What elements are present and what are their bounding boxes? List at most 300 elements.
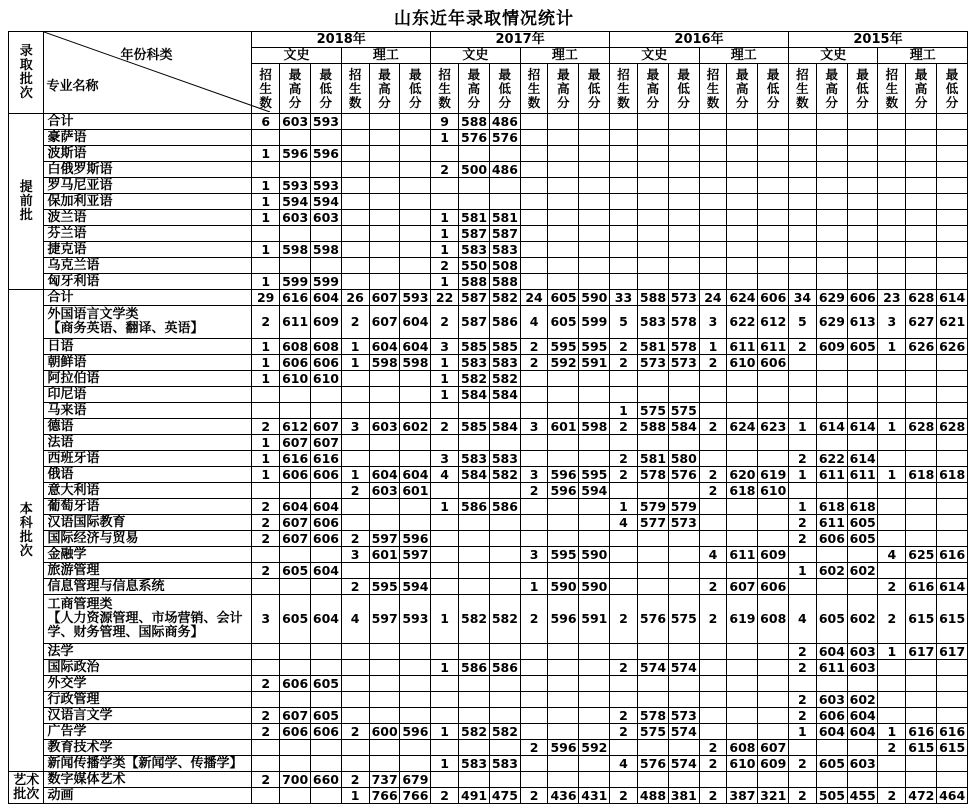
min-score-cell: 604 — [310, 595, 341, 644]
min-score-cell — [937, 371, 968, 387]
max-score-cell: 595 — [548, 547, 579, 563]
min-score-cell — [579, 178, 610, 194]
major-name: 西班牙语 — [44, 451, 252, 467]
min-score-cell — [310, 387, 341, 403]
min-score-cell: 582 — [489, 595, 520, 644]
count-cell — [341, 226, 369, 242]
max-score-cell: 700 — [280, 772, 311, 788]
min-score-cell — [489, 531, 520, 547]
min-score-cell: 321 — [758, 788, 789, 804]
count-cell: 5 — [610, 306, 638, 339]
max-score-cell — [727, 162, 758, 178]
count-cell — [610, 242, 638, 258]
min-score-cell — [758, 692, 789, 708]
max-score-cell: 608 — [280, 339, 311, 355]
count-cell — [788, 772, 816, 788]
max-score-cell — [280, 483, 311, 499]
min-score-cell — [579, 258, 610, 274]
count-cell — [341, 756, 369, 772]
max-score-cell — [816, 403, 847, 419]
max-score-cell: 604 — [369, 467, 400, 483]
max-score-cell — [369, 403, 400, 419]
count-cell: 1 — [788, 419, 816, 435]
max-score-cell: 610 — [727, 756, 758, 772]
min-score-cell — [400, 435, 431, 451]
count-cell: 2 — [610, 355, 638, 371]
count-cell — [520, 499, 548, 515]
max-score-cell — [459, 579, 490, 595]
min-score-cell — [400, 242, 431, 258]
max-score-cell: 583 — [459, 355, 490, 371]
count-cell — [878, 660, 906, 676]
count-cell: 1 — [252, 339, 280, 355]
max-score-cell — [727, 435, 758, 451]
count-cell: 3 — [878, 306, 906, 339]
count-cell: 2 — [252, 531, 280, 547]
max-score-cell — [637, 210, 668, 226]
min-score-cell — [579, 531, 610, 547]
min-score-cell — [400, 162, 431, 178]
count-cell — [699, 660, 727, 676]
max-score-cell: 590 — [548, 579, 579, 595]
min-score-cell: 595 — [579, 339, 610, 355]
count-cell — [878, 483, 906, 499]
count-cell: 3 — [699, 306, 727, 339]
min-score-cell: 606 — [758, 579, 789, 595]
max-score-cell: 612 — [280, 419, 311, 435]
count-cell — [610, 579, 638, 595]
max-score-cell: 598 — [369, 355, 400, 371]
metric-header: 最 低 分 — [400, 64, 431, 114]
min-score-cell — [400, 756, 431, 772]
min-score-cell — [937, 387, 968, 403]
metric-header: 最 低 分 — [310, 64, 341, 114]
max-score-cell: 575 — [637, 403, 668, 419]
max-score-cell — [816, 387, 847, 403]
max-score-cell: 617 — [906, 644, 937, 660]
min-score-cell — [847, 210, 878, 226]
min-score-cell: 609 — [310, 306, 341, 339]
table-row — [9, 483, 968, 499]
max-score-cell — [816, 772, 847, 788]
count-cell: 2 — [520, 483, 548, 499]
table-row — [9, 772, 968, 788]
min-score-cell — [489, 772, 520, 788]
count-cell — [520, 194, 548, 210]
count-cell — [252, 387, 280, 403]
metric-header: 招 生 数 — [699, 64, 727, 114]
max-score-cell: 583 — [459, 242, 490, 258]
count-cell: 3 — [431, 451, 459, 467]
metric-header: 最 低 分 — [758, 64, 789, 114]
count-cell — [788, 130, 816, 146]
max-score-cell — [369, 563, 400, 579]
min-score-cell — [937, 130, 968, 146]
count-cell: 1 — [252, 451, 280, 467]
max-score-cell: 596 — [548, 483, 579, 499]
max-score-cell — [637, 579, 668, 595]
min-score-cell — [668, 563, 699, 579]
max-score-cell: 603 — [369, 483, 400, 499]
max-score-cell — [280, 756, 311, 772]
min-score-cell: 626 — [937, 339, 968, 355]
max-score-cell — [816, 210, 847, 226]
major-name: 金融学 — [44, 547, 252, 563]
max-score-cell: 583 — [637, 306, 668, 339]
max-score-cell — [727, 194, 758, 210]
max-score-cell — [369, 435, 400, 451]
max-score-cell: 611 — [727, 547, 758, 563]
min-score-cell: 586 — [489, 499, 520, 515]
count-cell — [699, 274, 727, 290]
count-cell — [878, 162, 906, 178]
count-cell — [520, 644, 548, 660]
max-score-cell — [369, 242, 400, 258]
max-score-cell: 587 — [459, 226, 490, 242]
count-cell — [699, 531, 727, 547]
count-cell — [878, 772, 906, 788]
batch-cell: 艺术 批次 — [9, 772, 44, 804]
max-score-cell — [727, 563, 758, 579]
count-cell — [341, 515, 369, 531]
table-row — [9, 499, 968, 515]
major-name: 匈牙利语 — [44, 274, 252, 290]
min-score-cell: 581 — [489, 210, 520, 226]
count-cell: 2 — [610, 660, 638, 676]
count-cell — [699, 226, 727, 242]
count-cell: 4 — [431, 467, 459, 483]
count-cell — [252, 258, 280, 274]
min-score-cell: 508 — [489, 258, 520, 274]
min-score-cell: 605 — [847, 531, 878, 547]
count-cell — [878, 114, 906, 130]
count-cell: 2 — [610, 339, 638, 355]
table-row — [9, 724, 968, 740]
max-score-cell: 592 — [548, 355, 579, 371]
count-cell: 2 — [788, 660, 816, 676]
max-score-cell: 595 — [548, 339, 579, 355]
major-name: 信息管理与信息系统 — [44, 579, 252, 595]
major-name: 外国语言文学类 【商务英语、翻译、英语】 — [44, 306, 252, 339]
max-score-cell — [637, 130, 668, 146]
count-cell: 4 — [610, 515, 638, 531]
min-score-cell: 582 — [489, 290, 520, 306]
count-cell — [788, 547, 816, 563]
min-score-cell: 596 — [310, 146, 341, 162]
count-cell — [520, 371, 548, 387]
max-score-cell: 766 — [369, 788, 400, 804]
count-cell — [610, 772, 638, 788]
min-score-cell: 618 — [847, 499, 878, 515]
max-score-cell — [906, 371, 937, 387]
max-score-cell — [727, 242, 758, 258]
max-score-cell — [369, 644, 400, 660]
min-score-cell — [310, 483, 341, 499]
max-score-cell: 604 — [816, 644, 847, 660]
min-score-cell — [847, 547, 878, 563]
table-row — [9, 563, 968, 579]
max-score-cell: 587 — [459, 290, 490, 306]
max-score-cell: 607 — [280, 435, 311, 451]
min-score-cell — [758, 644, 789, 660]
max-score-cell: 604 — [816, 724, 847, 740]
count-cell: 4 — [341, 595, 369, 644]
max-score-cell: 611 — [727, 339, 758, 355]
min-score-cell — [489, 708, 520, 724]
min-score-cell — [847, 371, 878, 387]
max-score-cell — [906, 242, 937, 258]
max-score-cell — [637, 740, 668, 756]
min-score-cell: 617 — [937, 644, 968, 660]
min-score-cell — [668, 676, 699, 692]
min-score-cell — [937, 772, 968, 788]
min-score-cell — [579, 210, 610, 226]
admission-table — [8, 31, 968, 804]
count-cell — [878, 387, 906, 403]
count-cell — [788, 676, 816, 692]
min-score-cell — [400, 258, 431, 274]
min-score-cell — [310, 740, 341, 756]
count-cell — [878, 435, 906, 451]
min-score-cell — [400, 644, 431, 660]
max-score-cell: 588 — [459, 274, 490, 290]
max-score-cell: 596 — [548, 595, 579, 644]
max-score-cell — [906, 226, 937, 242]
max-score-cell: 387 — [727, 788, 758, 804]
max-score-cell — [459, 708, 490, 724]
count-cell — [252, 130, 280, 146]
major-name: 国际政治 — [44, 660, 252, 676]
max-score-cell — [548, 563, 579, 579]
count-cell — [431, 740, 459, 756]
count-cell: 1 — [252, 355, 280, 371]
min-score-cell — [400, 499, 431, 515]
max-score-cell — [459, 194, 490, 210]
count-cell: 2 — [610, 724, 638, 740]
min-score-cell — [579, 644, 610, 660]
count-cell: 2 — [788, 515, 816, 531]
min-score-cell: 616 — [937, 547, 968, 563]
count-cell — [788, 210, 816, 226]
max-score-cell — [906, 146, 937, 162]
count-cell: 2 — [788, 708, 816, 724]
min-score-cell: 594 — [310, 194, 341, 210]
count-cell — [788, 226, 816, 242]
count-cell: 1 — [252, 146, 280, 162]
count-cell: 1 — [520, 579, 548, 595]
max-score-cell — [906, 387, 937, 403]
count-cell: 2 — [788, 339, 816, 355]
min-score-cell — [579, 226, 610, 242]
min-score-cell — [400, 226, 431, 242]
max-score-cell: 588 — [637, 290, 668, 306]
min-score-cell — [937, 756, 968, 772]
max-score-cell — [816, 146, 847, 162]
min-score-cell: 475 — [489, 788, 520, 804]
min-score-cell — [937, 162, 968, 178]
max-score-cell — [816, 355, 847, 371]
max-score-cell — [459, 435, 490, 451]
count-cell: 9 — [431, 114, 459, 130]
count-cell — [520, 515, 548, 531]
count-cell — [252, 788, 280, 804]
table-row — [9, 644, 968, 660]
min-score-cell: 606 — [310, 724, 341, 740]
max-score-cell: 576 — [459, 130, 490, 146]
count-cell — [610, 692, 638, 708]
max-score-cell — [727, 178, 758, 194]
max-score-cell: 581 — [637, 451, 668, 467]
max-score-cell — [369, 114, 400, 130]
min-score-cell — [847, 403, 878, 419]
min-score-cell: 616 — [937, 724, 968, 740]
count-cell: 1 — [431, 499, 459, 515]
min-score-cell — [579, 563, 610, 579]
year-header-3: 2015年 — [788, 32, 967, 48]
max-score-cell: 603 — [280, 114, 311, 130]
count-cell: 1 — [699, 339, 727, 355]
max-score-cell — [906, 162, 937, 178]
min-score-cell — [668, 483, 699, 499]
min-score-cell: 591 — [579, 595, 610, 644]
min-score-cell: 679 — [400, 772, 431, 788]
count-cell — [520, 676, 548, 692]
max-score-cell: 607 — [280, 515, 311, 531]
count-cell — [699, 387, 727, 403]
max-score-cell — [548, 162, 579, 178]
min-score-cell — [489, 146, 520, 162]
min-score-cell — [310, 130, 341, 146]
metric-header: 最 高 分 — [816, 64, 847, 114]
min-score-cell: 580 — [668, 451, 699, 467]
min-score-cell: 610 — [310, 371, 341, 387]
max-score-cell: 605 — [816, 756, 847, 772]
min-score-cell — [847, 355, 878, 371]
max-score-cell — [459, 692, 490, 708]
min-score-cell: 605 — [310, 676, 341, 692]
count-cell — [699, 692, 727, 708]
min-score-cell: 431 — [579, 788, 610, 804]
min-score-cell — [400, 515, 431, 531]
max-score-cell: 605 — [548, 306, 579, 339]
count-cell: 2 — [788, 756, 816, 772]
page-title: 山东近年录取情况统计 — [394, 9, 574, 29]
year-header-0: 2018年 — [252, 32, 431, 48]
min-score-cell: 590 — [579, 579, 610, 595]
count-cell — [341, 499, 369, 515]
min-score-cell — [668, 547, 699, 563]
min-score-cell — [937, 274, 968, 290]
max-score-cell — [459, 563, 490, 579]
subject-header: 理工 — [341, 48, 430, 64]
max-score-cell: 583 — [459, 451, 490, 467]
max-score-cell — [548, 130, 579, 146]
major-name: 波兰语 — [44, 210, 252, 226]
count-cell — [341, 146, 369, 162]
min-score-cell: 616 — [310, 451, 341, 467]
max-score-cell: 611 — [280, 306, 311, 339]
batch-header: 录 取 批 次 — [9, 32, 44, 114]
max-score-cell: 576 — [637, 756, 668, 772]
max-score-cell — [459, 483, 490, 499]
count-cell — [520, 178, 548, 194]
min-score-cell — [668, 579, 699, 595]
min-score-cell: 583 — [489, 242, 520, 258]
count-cell — [878, 708, 906, 724]
min-score-cell: 573 — [668, 708, 699, 724]
table-row — [9, 306, 968, 339]
count-cell — [520, 451, 548, 467]
count-cell — [252, 644, 280, 660]
count-cell: 2 — [431, 258, 459, 274]
min-score-cell — [937, 660, 968, 676]
min-score-cell: 608 — [758, 595, 789, 644]
min-score-cell — [579, 708, 610, 724]
count-cell — [431, 435, 459, 451]
table-row — [9, 194, 968, 210]
count-cell — [341, 242, 369, 258]
count-cell — [610, 162, 638, 178]
max-score-cell: 605 — [280, 563, 311, 579]
table-row — [9, 387, 968, 403]
count-cell: 2 — [610, 708, 638, 724]
count-cell: 1 — [431, 226, 459, 242]
count-cell: 2 — [878, 740, 906, 756]
min-score-cell: 660 — [310, 772, 341, 788]
max-score-cell — [637, 274, 668, 290]
table-row — [9, 660, 968, 676]
min-score-cell — [579, 242, 610, 258]
max-score-cell — [637, 162, 668, 178]
max-score-cell: 579 — [637, 499, 668, 515]
min-score-cell: 607 — [310, 435, 341, 451]
count-cell: 1 — [431, 387, 459, 403]
count-cell — [699, 210, 727, 226]
count-cell: 1 — [431, 595, 459, 644]
min-score-cell — [489, 676, 520, 692]
min-score-cell: 602 — [847, 692, 878, 708]
min-score-cell — [310, 644, 341, 660]
max-score-cell — [548, 724, 579, 740]
count-cell: 4 — [699, 547, 727, 563]
max-score-cell: 607 — [280, 708, 311, 724]
max-score-cell: 588 — [637, 419, 668, 435]
count-cell: 2 — [341, 579, 369, 595]
max-score-cell: 578 — [637, 467, 668, 483]
count-cell — [341, 708, 369, 724]
count-cell — [788, 740, 816, 756]
min-score-cell: 606 — [310, 467, 341, 483]
max-score-cell: 618 — [906, 467, 937, 483]
count-cell — [699, 403, 727, 419]
max-score-cell: 574 — [637, 660, 668, 676]
count-cell: 2 — [610, 595, 638, 644]
min-score-cell: 604 — [400, 306, 431, 339]
min-score-cell — [579, 194, 610, 210]
min-score-cell — [310, 258, 341, 274]
count-cell: 1 — [431, 130, 459, 146]
max-score-cell: 601 — [369, 547, 400, 563]
max-score-cell: 604 — [369, 339, 400, 355]
count-cell — [520, 724, 548, 740]
count-cell — [878, 258, 906, 274]
count-cell — [341, 644, 369, 660]
min-score-cell: 604 — [310, 563, 341, 579]
min-score-cell: 587 — [489, 226, 520, 242]
max-score-cell: 596 — [548, 467, 579, 483]
max-score-cell — [906, 676, 937, 692]
max-score-cell — [637, 692, 668, 708]
